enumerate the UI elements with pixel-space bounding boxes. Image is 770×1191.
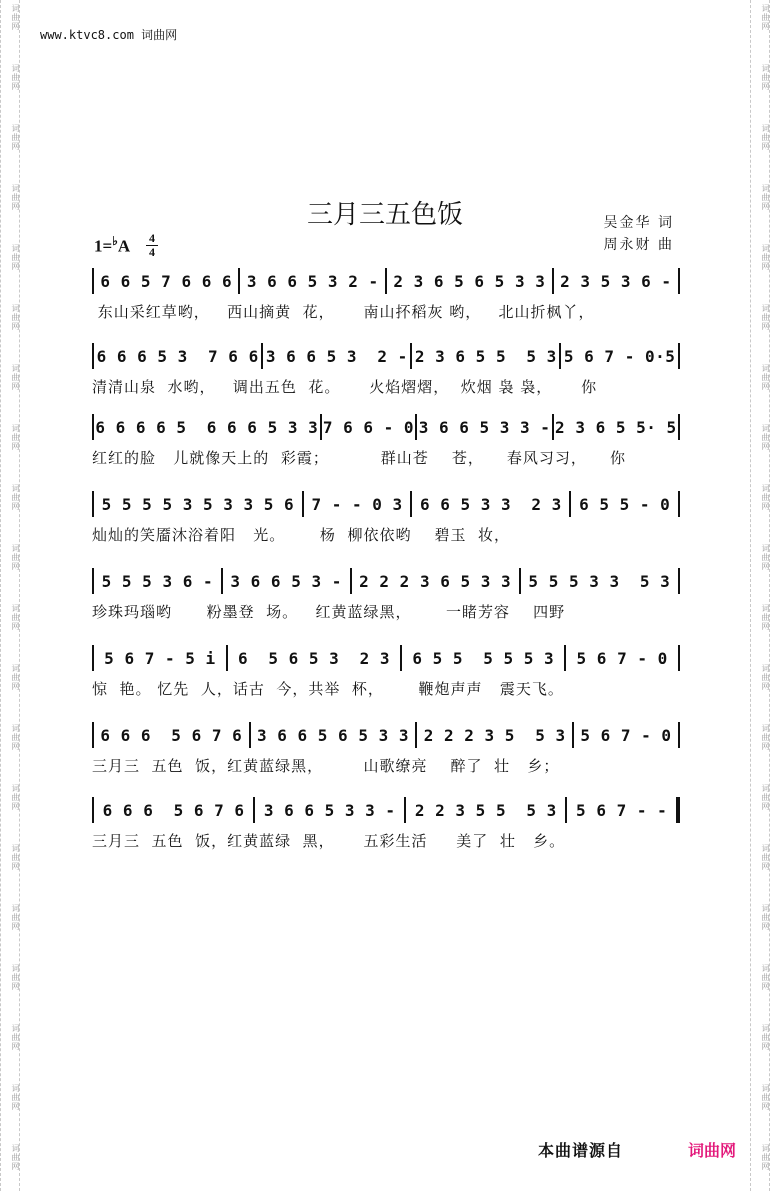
barline bbox=[92, 797, 94, 823]
barline bbox=[678, 343, 680, 369]
watermark-text: 词曲网 bbox=[11, 1084, 20, 1111]
barline bbox=[678, 568, 680, 594]
watermark-text: 词曲网 bbox=[11, 784, 20, 811]
score-system bbox=[92, 491, 680, 547]
barline bbox=[249, 722, 251, 748]
key-note: A bbox=[117, 236, 131, 256]
lyrics-line: 红红的脸 儿就像天上的 彩霞； 群山苍 苍， 春风习习， 你 bbox=[92, 449, 626, 467]
right-watermark-strip bbox=[750, 0, 770, 1191]
barline bbox=[564, 645, 566, 671]
watermark-text: 词曲网 bbox=[761, 64, 770, 91]
measure: 6 6 6 6 5 6 6 6 5 3 3 bbox=[95, 418, 319, 437]
notes-line bbox=[92, 645, 680, 673]
notes-row bbox=[92, 568, 680, 596]
measure: 2 2 2 3 5 5 3 bbox=[423, 726, 566, 745]
score-system bbox=[92, 722, 680, 778]
lyrics-line: 东山采红草哟， 西山摘黄 花， 南山抔稻灰 哟， 北山折枫丫， bbox=[92, 303, 595, 321]
score-system bbox=[92, 568, 680, 624]
measure: 5 6 7 - 0·5 bbox=[563, 347, 676, 366]
score-system bbox=[92, 645, 680, 701]
watermark-text: 词曲网 bbox=[11, 1024, 20, 1051]
watermark-text: 词曲网 bbox=[761, 124, 770, 151]
measure: 5 6 7 - - bbox=[576, 801, 668, 820]
notes-line bbox=[92, 722, 680, 750]
measure: 2 2 2 3 6 5 3 3 bbox=[359, 572, 512, 591]
watermark-text: 词曲网 bbox=[761, 1144, 770, 1171]
barline bbox=[415, 414, 417, 440]
barline bbox=[678, 645, 680, 671]
barline bbox=[302, 491, 304, 517]
measure: 6 5 6 5 3 2 3 bbox=[237, 649, 390, 668]
watermark-text: 词曲网 bbox=[761, 184, 770, 211]
score-system bbox=[92, 268, 680, 324]
watermark-text: 词曲网 bbox=[11, 424, 20, 451]
barline bbox=[559, 343, 561, 369]
notes-line bbox=[92, 414, 680, 442]
measure: 5 6 7 - 0 bbox=[580, 726, 672, 745]
measure: 3 6 6 5 3 - bbox=[230, 572, 342, 591]
barline bbox=[565, 797, 567, 823]
watermark-text: 词曲网 bbox=[761, 604, 770, 631]
notes-row bbox=[92, 491, 680, 519]
watermark-text: 词曲网 bbox=[761, 364, 770, 391]
measure: 2 3 6 5 5 5 3 bbox=[414, 347, 557, 366]
lyrics-line: 灿灿的笑靥沐浴着阳 光。 杨 柳依依哟 碧玉 妆， bbox=[92, 526, 511, 544]
song-title: 三月三五色饭 bbox=[306, 200, 463, 230]
watermark-text: 词曲网 bbox=[11, 964, 20, 991]
watermark-text: 词曲网 bbox=[11, 64, 20, 91]
notes-row bbox=[92, 268, 680, 296]
site-name[interactable]: 词曲网 bbox=[141, 28, 178, 42]
barline bbox=[678, 722, 680, 748]
watermark-text: 词曲网 bbox=[761, 724, 770, 751]
barline bbox=[350, 568, 352, 594]
watermark-text: 词曲网 bbox=[11, 304, 20, 331]
barline bbox=[92, 645, 94, 671]
watermark-text: 词曲网 bbox=[761, 424, 770, 451]
barline bbox=[253, 797, 255, 823]
watermark-text: 词曲网 bbox=[11, 604, 20, 631]
composer-credit: 周永财 曲 bbox=[603, 237, 674, 253]
watermark-text: 词曲网 bbox=[761, 304, 770, 331]
barline bbox=[678, 491, 680, 517]
barline bbox=[92, 268, 94, 294]
watermark-text: 词曲网 bbox=[761, 1084, 770, 1111]
watermark-text: 词曲网 bbox=[11, 4, 20, 31]
barline bbox=[385, 268, 387, 294]
source-site-link[interactable]: 词曲网 bbox=[688, 1141, 737, 1160]
score-system bbox=[92, 343, 680, 399]
score-system bbox=[92, 414, 680, 470]
watermark-text: 词曲网 bbox=[761, 964, 770, 991]
site-header[interactable] bbox=[40, 26, 177, 43]
barline bbox=[572, 722, 574, 748]
watermark-text: 词曲网 bbox=[11, 484, 20, 511]
time-bottom: 4 bbox=[149, 245, 155, 259]
notes-row bbox=[92, 414, 680, 442]
lyrics-line: 珍珠玛瑙哟 粉墨登 场。 红黄蓝绿黑， 一睹芳容 四野 bbox=[92, 603, 566, 621]
barline bbox=[320, 414, 322, 440]
barline bbox=[552, 414, 554, 440]
measure: 7 - - 0 3 bbox=[311, 495, 403, 514]
lyrics-line: 三月三 五色 饭，红黄蓝绿 黑， 五彩生活 美了 壮 乡。 bbox=[92, 832, 566, 850]
measure: 5 5 5 3 3 5 3 bbox=[528, 572, 671, 591]
measure: 3 6 6 5 3 2 - bbox=[246, 272, 379, 291]
measure: 2 2 3 5 5 5 3 bbox=[414, 801, 557, 820]
watermark-text: 词曲网 bbox=[11, 364, 20, 391]
watermark-text: 词曲网 bbox=[761, 244, 770, 271]
measure: 3 6 6 5 3 3 - bbox=[418, 418, 551, 437]
measure: 2 3 6 5 6 5 3 3 bbox=[393, 272, 546, 291]
watermark-text: 词曲网 bbox=[11, 244, 20, 271]
watermark-text: 词曲网 bbox=[11, 1144, 20, 1171]
notes-row bbox=[92, 343, 680, 371]
watermark-text: 词曲网 bbox=[761, 784, 770, 811]
watermark-text: 词曲网 bbox=[11, 904, 20, 931]
barline bbox=[415, 722, 417, 748]
measure: 6 6 6 5 6 7 6 bbox=[102, 801, 245, 820]
measure: 5 5 5 5 3 5 3 3 5 6 bbox=[101, 495, 295, 514]
barline bbox=[519, 568, 521, 594]
barline bbox=[410, 343, 412, 369]
measure: 2 3 6 5 5· 5 bbox=[555, 418, 677, 437]
notes-row bbox=[92, 722, 680, 750]
lyrics-line: 惊 艳。 忆先 人，话古 今，共举 杯， 鞭炮声声 震天飞。 bbox=[92, 680, 564, 698]
barline bbox=[400, 645, 402, 671]
measure: 3 6 6 5 6 5 3 3 bbox=[256, 726, 409, 745]
notes-line bbox=[92, 268, 680, 296]
watermark-text: 词曲网 bbox=[11, 124, 20, 151]
notes-line bbox=[92, 491, 680, 519]
watermark-text: 词曲网 bbox=[761, 4, 770, 31]
barline bbox=[92, 414, 94, 440]
measure: 5 6 7 - 5 i bbox=[104, 649, 216, 668]
lyrics-line: 三月三 五色 饭，红黄蓝绿黑， 山歌缭亮 醉了 壮 乡； bbox=[92, 757, 560, 775]
barline bbox=[678, 268, 680, 294]
barline bbox=[226, 645, 228, 671]
final-barline bbox=[676, 797, 680, 823]
notes-line bbox=[92, 797, 680, 825]
watermark-text: 词曲网 bbox=[761, 904, 770, 931]
measure: 6 6 6 5 6 7 6 bbox=[100, 726, 243, 745]
flat-sign: ♭ bbox=[112, 234, 118, 248]
measure: 7 6 6 - 0 bbox=[322, 418, 415, 437]
notes-line bbox=[92, 343, 680, 371]
watermark-text: 词曲网 bbox=[11, 844, 20, 871]
source-note: 本曲谱源自 bbox=[538, 1141, 624, 1160]
watermark-text: 词曲网 bbox=[11, 544, 20, 571]
measure: 3 6 6 5 3 2 - bbox=[265, 347, 408, 366]
lyricist-credit: 吴金华 词 bbox=[603, 215, 674, 231]
watermark-text: 词曲网 bbox=[761, 544, 770, 571]
key-signature bbox=[94, 234, 130, 257]
watermark-text: 词曲网 bbox=[11, 724, 20, 751]
barline bbox=[404, 797, 406, 823]
notes-row bbox=[92, 797, 680, 825]
barline bbox=[410, 491, 412, 517]
notes-line bbox=[92, 568, 680, 596]
measure: 6 5 5 - 0 bbox=[579, 495, 671, 514]
barline bbox=[238, 268, 240, 294]
site-url[interactable]: www.ktvc8.com bbox=[40, 28, 134, 42]
measure: 6 6 6 5 3 7 6 6 bbox=[96, 347, 259, 366]
measure: 5 6 7 - 0 bbox=[576, 649, 668, 668]
measure: 5 5 5 3 6 - bbox=[101, 572, 214, 591]
measure: 6 6 5 7 6 6 6 bbox=[100, 272, 233, 291]
barline bbox=[221, 568, 223, 594]
barline bbox=[92, 491, 94, 517]
time-signature bbox=[146, 233, 158, 258]
measure: 2 3 5 3 6 - bbox=[560, 272, 672, 291]
measure: 6 5 5 5 5 5 3 bbox=[412, 649, 555, 668]
watermark-text: 词曲网 bbox=[761, 844, 770, 871]
barline bbox=[552, 268, 554, 294]
time-top: 4 bbox=[149, 231, 155, 245]
watermark-text: 词曲网 bbox=[761, 664, 770, 691]
notes-row bbox=[92, 645, 680, 673]
watermark-text: 词曲网 bbox=[11, 184, 20, 211]
barline bbox=[678, 414, 680, 440]
barline bbox=[92, 343, 94, 369]
watermark-text: 词曲网 bbox=[11, 664, 20, 691]
left-watermark-strip bbox=[0, 0, 20, 1191]
barline bbox=[92, 568, 94, 594]
key-prefix: 1= bbox=[94, 236, 113, 256]
watermark-text: 词曲网 bbox=[761, 484, 770, 511]
lyrics-line: 清清山泉 水哟， 调出五色 花。 火焰熠熠， 炊烟 袅 袅， 你 bbox=[92, 378, 598, 396]
measure: 3 6 6 5 3 3 - bbox=[263, 801, 396, 820]
barline bbox=[261, 343, 263, 369]
measure: 6 6 5 3 3 2 3 bbox=[419, 495, 562, 514]
watermark-text: 词曲网 bbox=[761, 1024, 770, 1051]
score-system bbox=[92, 797, 680, 853]
barline bbox=[92, 722, 94, 748]
barline bbox=[569, 491, 571, 517]
